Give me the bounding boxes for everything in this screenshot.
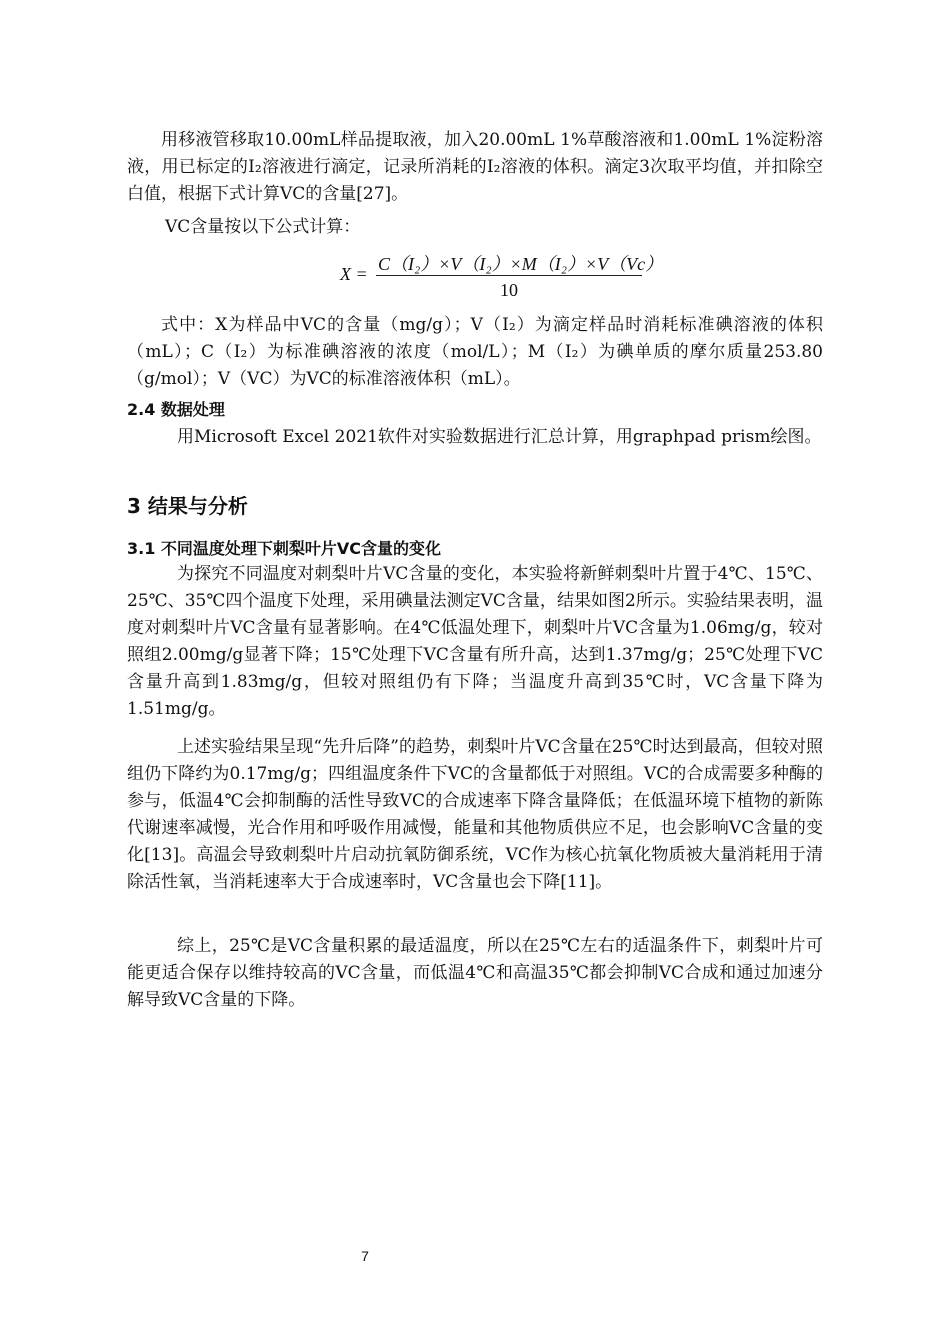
paragraph-formula-intro: VC含量按以下公式计算： (165, 217, 361, 237)
formula-lhs: X = (340, 264, 368, 284)
heading-2-4: 2.4 数据处理 (127, 400, 225, 419)
vc-formula (340, 250, 664, 306)
paragraph-conclusion: 综上，25℃是VC含量积累的最适温度，所以在25℃左右的适温条件下，刺梨叶片可能更适合保存以维持较高的VC含量，而低温4℃和高温35℃都会抑制VC合成和通过加速分解导致VC含量的下降。 (127, 936, 823, 1010)
paragraph-titration-method: 用移液管移取10.00mL样品提取液，加入20.00mL 1%草酸溶液和1.00mL 1%淀粉溶液，用已标定的I₂溶液进行滴定，记录所消耗的I₂溶液的体积。滴定3次取平均值，并扣除空白值，根据下式计算VC的含量[27]。 (127, 130, 823, 204)
paragraph-data-processing: 用Microsoft Excel 2021软件对实验数据进行汇总计算，用graphpad prism绘图。 (177, 427, 822, 447)
formula-numerator: C（I₂）×V（I₂）×M（I₂）×V（Vc） (378, 254, 664, 274)
heading-3-1: 3.1 不同温度处理下刺梨叶片VC含量的变化 (127, 539, 442, 558)
fraction-bar (376, 275, 642, 276)
formula-denominator: 10 (500, 280, 518, 300)
page-number: 7 (361, 1248, 369, 1264)
paragraph-analysis: 上述实验结果呈现“先升后降”的趋势，刺梨叶片VC含量在25℃时达到最高，但较对照组仍下降约为0.17mg/g；四组温度条件下VC的含量都低于对照组。VC的合成需要多种酶的参与，低温4℃会抑制酶的活性导致VC的合成速率下降含量降低；在低温环境下植物的新陈代谢速率减慢，光合作用和呼吸作用减慢，能量和其他物质供应不足，也会影响VC含量的变化[13]。高温会导致刺梨叶片启动抗氧防御系统，VC作为核心抗氧化物质被大量消耗用于清除活性氧，当消耗速率大于合成速率时，VC含量也会下降[11]。 (127, 737, 823, 892)
paragraph-results: 为探究不同温度对刺梨叶片VC含量的变化，本实验将新鲜刺梨叶片置于4℃、15℃、25℃、35℃四个温度下处理，采用碘量法测定VC含量，结果如图2所示。实验结果表明，温度对刺梨叶片VC含量有显著影响。在4℃低温处理下，刺梨叶片VC含量为1.06mg/g，较对照组2.00mg/g显著下降；15℃处理下VC含量有所升高，达到1.37mg/g；25℃处理下VC含量升高到1.83mg/g，但较对照组仍有下降；当温度升高到35℃时，VC含量下降为1.51mg/g。 (127, 564, 823, 719)
paragraph-formula-variables: 式中：X为样品中VC的含量（mg/g）；V（I₂）为滴定样品时消耗标准碘溶液的体积（mL）；C（I₂）为标准碘溶液的浓度（mol/L）；M（I₂）为碘单质的摩尔质量253.80（g/mol）；V（VC）为VC的标准溶液体积（mL）。 (127, 315, 823, 389)
heading-3: 3 结果与分析 (127, 494, 248, 518)
